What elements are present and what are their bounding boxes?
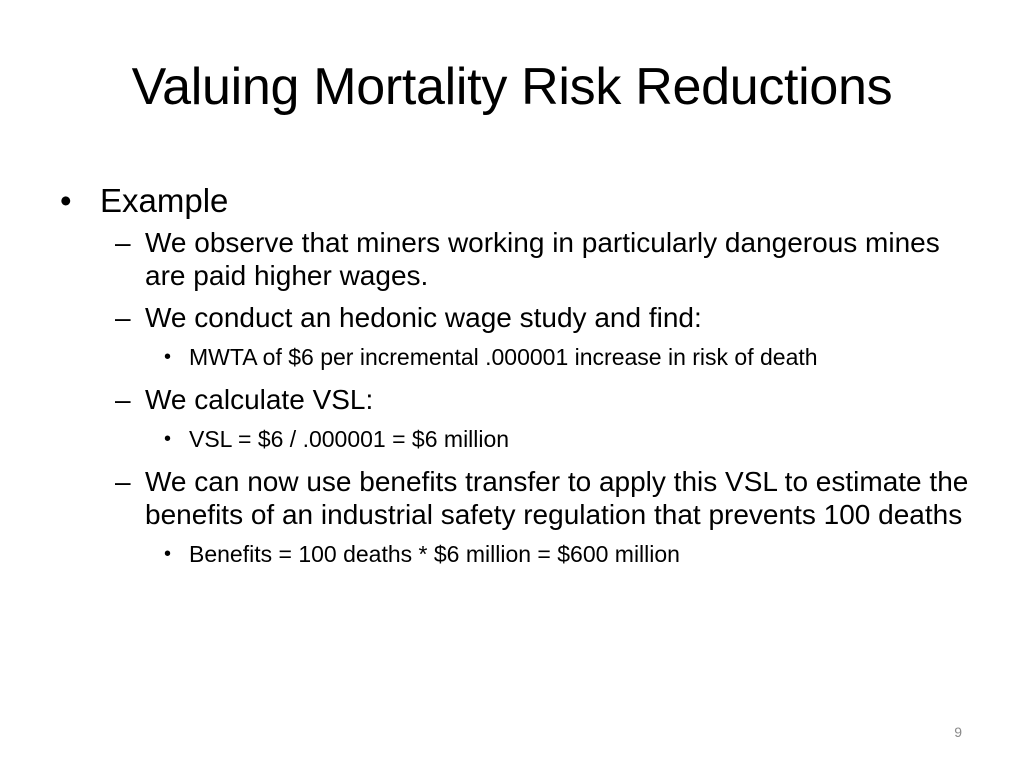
sub-bullet-transfer: [115, 465, 976, 531]
sub-bullet-conduct: [115, 301, 976, 334]
dash-marker: –: [115, 302, 131, 333]
bullet-marker: •: [164, 428, 172, 450]
sub-bullet-observe: [115, 226, 976, 292]
sub-sub-bullet-vsl: [164, 425, 976, 454]
bullet-marker: •: [60, 182, 72, 219]
bullet-example: [56, 178, 976, 224]
bullet-marker: •: [164, 346, 172, 368]
sub-sub-bullet-text: Benefits = 100 deaths * $6 million = $600 million: [189, 541, 680, 567]
sub-sub-bullet-text: MWTA of $6 per incremental .000001 increase in risk of death: [189, 344, 818, 370]
page-number: 9: [954, 724, 962, 740]
sub-sub-bullet-mwta: [164, 343, 976, 372]
bullet-text: Example: [100, 182, 229, 219]
slide-body: [56, 178, 976, 580]
dash-marker: –: [115, 227, 131, 258]
sub-bullet-text: We conduct an hedonic wage study and find:: [145, 302, 702, 333]
sub-bullet-text: We observe that miners working in particularly dangerous mines are paid higher wages.: [145, 227, 940, 291]
bullet-marker: •: [164, 543, 172, 565]
sub-sub-bullet-benefits: [164, 540, 976, 569]
sub-bullet-calculate: [115, 383, 976, 416]
sub-bullet-text: We can now use benefits transfer to apply this VSL to estimate the benefits of an industrial safety regulation that prevents 100 deaths: [145, 466, 969, 530]
dash-marker: –: [115, 384, 131, 415]
sub-bullet-text: We calculate VSL:: [145, 384, 374, 415]
sub-sub-bullet-text: VSL = $6 / .000001 = $6 million: [189, 426, 510, 452]
slide-title: Valuing Mortality Risk Reductions: [131, 58, 893, 116]
dash-marker: –: [115, 466, 131, 497]
